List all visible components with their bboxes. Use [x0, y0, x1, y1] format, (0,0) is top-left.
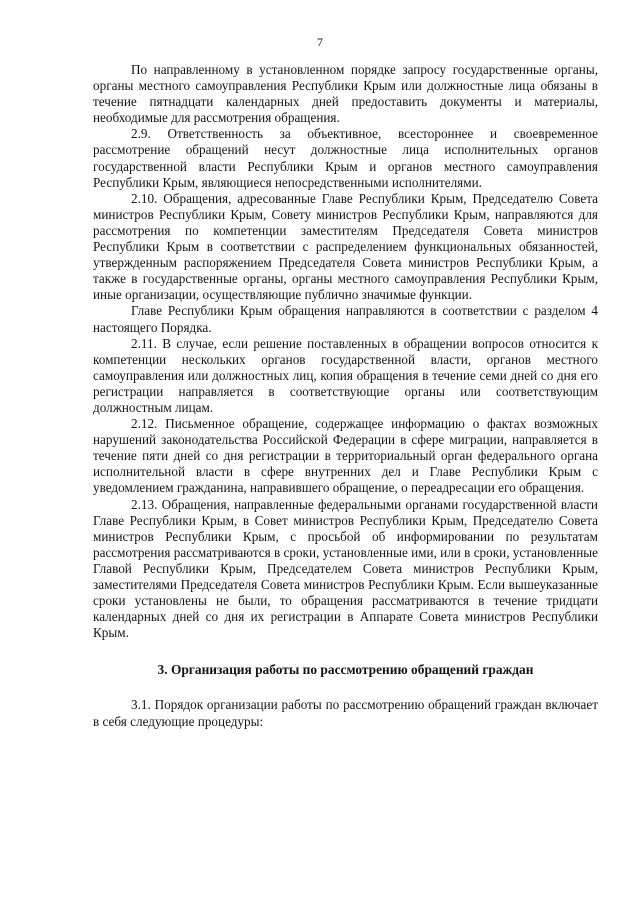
paragraph-3-1: 3.1. Порядок организации работы по рассмотрению обращений граждан включает в себя следующие процедуры: — [93, 697, 598, 729]
paragraph-2-13: 2.13. Обращения, направленные федеральными органами государственной власти Главе Республики Крым, в Совет министров Республики Крым, Председателю Совета министров Республики Крым, с просьбой об информировании по результатам рассмотрения рассматриваются в сроки, установленные ими, или в сроки, установленные Главой Республики Крым, Председателем Совета министров Республики Крым, заместителями Председателя Совета министров Республики Крым. Если вышеуказанные сроки установлены не были, то обращения рассматриваются в течение тридцати календарных дней со дня их регистрации в Аппарате Совета министров Республики Крым. — [93, 496, 598, 641]
page-number: 7 — [317, 35, 323, 49]
document-body — [93, 62, 598, 730]
paragraph-2-10: 2.10. Обращения, адресованные Главе Республики Крым, Председателю Совета министров Республики Крым, Совету министров Республики Крым, направляются для рассмотрения по компетенции заместителям Председателя Совета министров Республики Крым в соответствии с распределением функциональных обязанностей, утвержденным распоряжением Председателя Совета министров Республики Крым, а также в государственные органы, органы местного самоуправления Республики Крым, иные организации, осуществляющие публично значимые функции. — [93, 190, 598, 303]
paragraph-2-9: 2.9. Ответственность за объективное, всестороннее и своевременное рассмотрение обращений несут должностные лица исполнительных органов государственной власти Республики Крым и органов местного самоуправления Республики Крым, являющиеся непосредственными исполнителями. — [93, 126, 598, 190]
paragraph: Главе Республики Крым обращения направляются в соответствии с разделом 4 настоящего Порядка. — [93, 303, 598, 335]
paragraph: По направленному в установленном порядке запросу государственные органы, органы местного самоуправления Республики Крым или должностные лица обязаны в течение пятнадцати календарных дней предоставить документы и материалы, необходимые для рассмотрения обращения. — [93, 62, 598, 126]
paragraph-2-12: 2.12. Письменное обращение, содержащее информацию о фактах возможных нарушений законодательства Российской Федерации в сфере миграции, направляется в течение пяти дней со дня регистрации в территориальный орган федерального органа исполнительной власти в сфере внутренних дел и Главе Республики Крым с уведомлением гражданина, направившего обращение, о переадресации его обращения. — [93, 416, 598, 496]
paragraph-2-11: 2.11. В случае, если решение поставленных в обращении вопросов относится к компетенции нескольких органов государственной власти, органов местного самоуправления или должностных лиц, копия обращения в течение семи дней со дня его регистрации направляется в соответствующие органы или соответствующим должностным лицам. — [93, 335, 598, 415]
section-heading: 3. Организация работы по рассмотрению обращений граждан — [157, 662, 534, 678]
